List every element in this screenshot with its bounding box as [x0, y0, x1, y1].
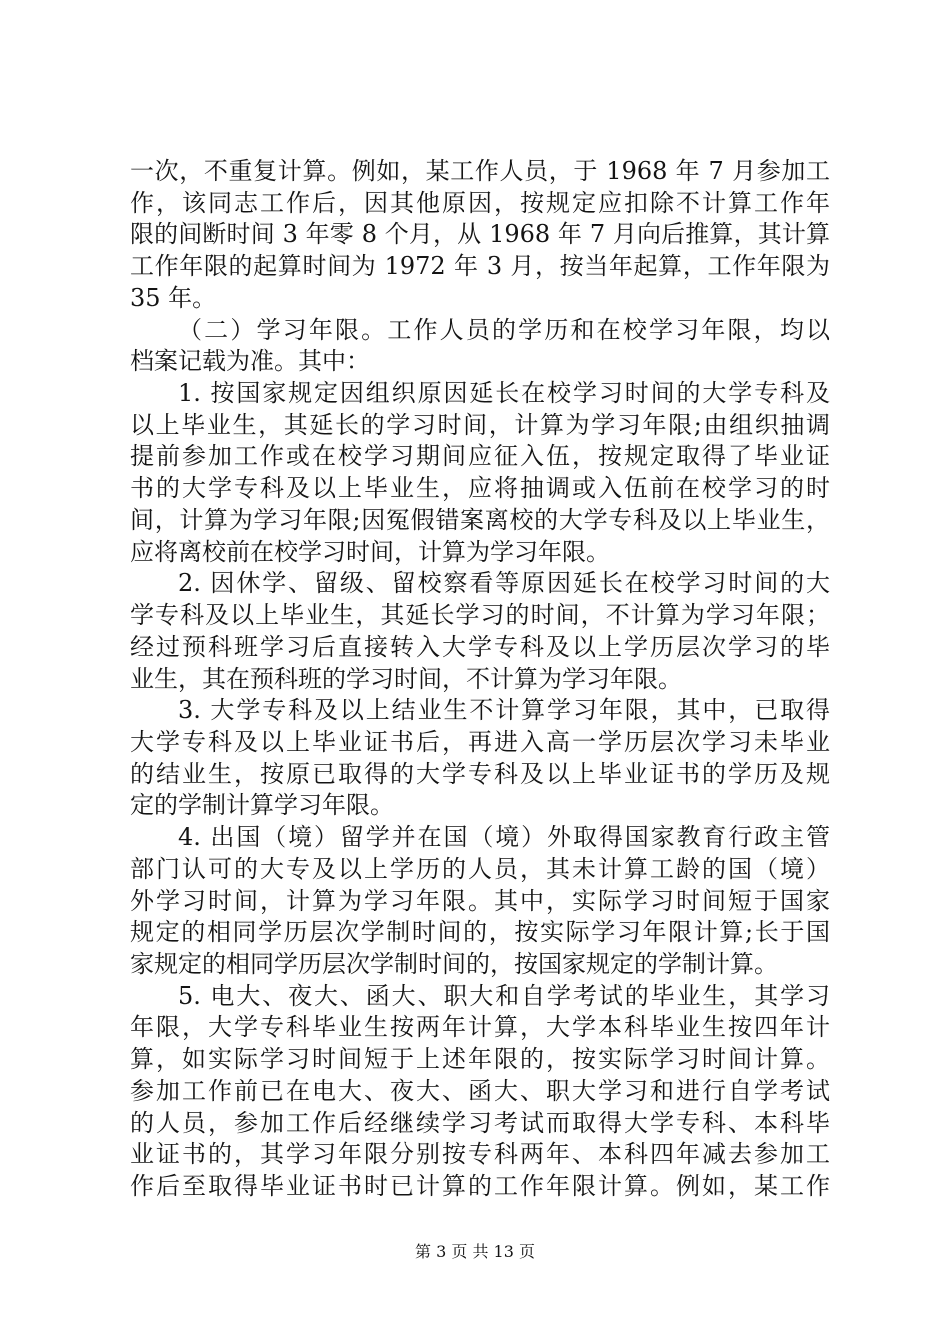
text-line: 档案记载为准。其中： — [130, 347, 370, 375]
text-line: 业证书的，其学习年限分别按专科两年、本科四年减去参加工 — [130, 1140, 830, 1168]
text-line: 以上毕业生，其延长的学习时间，计算为学习年限;由组织抽调 — [130, 411, 830, 439]
text-line: 工作年限的起算时间为 1972 年 3 月，按当年起算，工作年限为 — [130, 252, 830, 280]
text-line: 学专科及以上毕业生，其延长学习的时间，不计算为学习年限； — [130, 601, 830, 629]
text-line: 经过预科班学习后直接转入大学专科及以上学历层次学习的毕 — [130, 633, 830, 661]
text-line: 家规定的相同学历层次学制时间的，按国家规定的学制计算。 — [130, 950, 778, 978]
text-line: 应将离校前在校学习时间，计算为学习年限。 — [130, 538, 610, 566]
text-line: 作，该同志工作后，因其他原因，按规定应扣除不计算工作年 — [130, 189, 830, 217]
text-line: 3. 大学专科及以上结业生不计算学习年限，其中，已取得 — [178, 696, 830, 724]
text-line: 大学专科及以上毕业证书后，再进入高一学历层次学习未毕业 — [130, 728, 830, 756]
text-line: 外学习时间，计算为学习年限。其中，实际学习时间短于国家 — [130, 887, 830, 915]
text-line: 算，如实际学习时间短于上述年限的，按实际学习时间计算。 — [130, 1045, 830, 1073]
text-line: 的结业生，按原已取得的大学专科及以上毕业证书的学历及规 — [130, 760, 830, 788]
text-line: 2. 因休学、留级、留校察看等原因延长在校学习时间的大 — [178, 569, 830, 597]
text-line: 部门认可的大专及以上学历的人员，其未计算工龄的国（境） — [130, 855, 830, 883]
text-line: 间，计算为学习年限;因冤假错案离校的大学专科及以上毕业生， — [130, 506, 830, 534]
text-line: （二）学习年限。工作人员的学历和在校学习年限，均以 — [178, 316, 830, 344]
text-line: 定的学制计算学习年限。 — [130, 791, 394, 819]
text-line: 年限，大学专科毕业生按两年计算，大学本科毕业生按四年计 — [130, 1013, 830, 1041]
text-line: 限的间断时间 3 年零 8 个月，从 1968 年 7 月向后推算，其计算 — [130, 220, 830, 248]
text-line: 的人员，参加工作后经继续学习考试而取得大学专科、本科毕 — [130, 1109, 830, 1137]
text-line: 提前参加工作或在校学习期间应征入伍，按规定取得了毕业证 — [130, 442, 830, 470]
text-line: 参加工作前已在电大、夜大、函大、职大学习和进行自学考试 — [130, 1077, 830, 1105]
text-line: 1. 按国家规定因组织原因延长在校学习时间的大学专科及 — [178, 379, 830, 407]
text-line: 规定的相同学历层次学制时间的，按实际学习年限计算;长于国 — [130, 918, 830, 946]
page-number: 第 3 页 共 13 页 — [415, 1242, 535, 1261]
text-line: 4. 出国（境）留学并在国（境）外取得国家教育行政主管 — [178, 823, 830, 851]
text-line: 业生，其在预科班的学习时间，不计算为学习年限。 — [130, 665, 682, 693]
text-line: 35 年。 — [130, 284, 217, 312]
text-line: 作后至取得毕业证书时已计算的工作年限计算。例如，某工作 — [130, 1172, 830, 1200]
text-line: 一次，不重复计算。例如，某工作人员，于 1968 年 7 月参加工 — [130, 157, 830, 185]
text-line: 5. 电大、夜大、函大、职大和自学考试的毕业生，其学习 — [178, 982, 830, 1010]
text-line: 书的大学专科及以上毕业生，应将抽调或入伍前在校学习的时 — [130, 474, 830, 502]
